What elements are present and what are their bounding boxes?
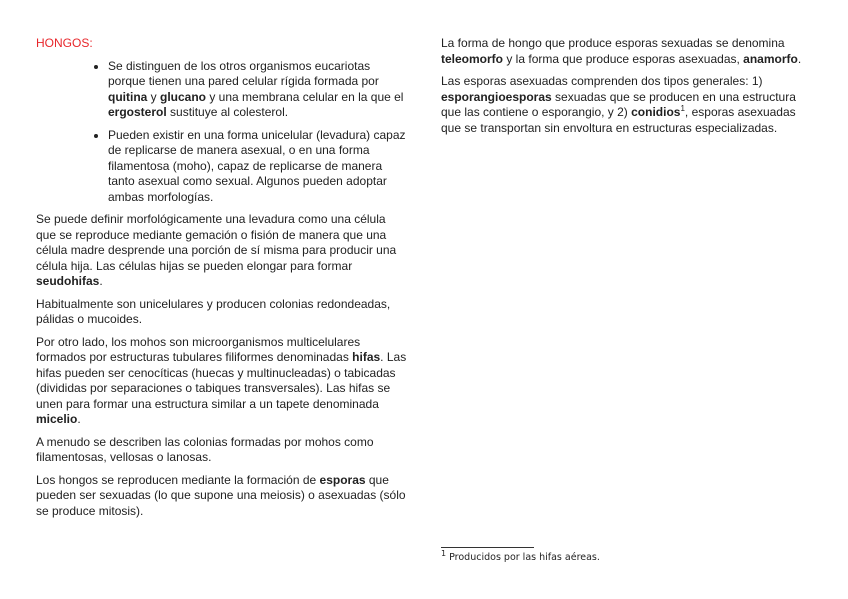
keyword-esporangioesporas: esporangioesporas xyxy=(441,89,552,104)
keyword-ergosterol: ergosterol xyxy=(108,105,167,119)
keyword-teleomorfo: teleomorfo xyxy=(441,51,504,66)
text: La forma de hongo que produce esporas sexuadas se denomina xyxy=(441,36,785,50)
footnote-text: Producidos por las hifas aéreas. xyxy=(446,552,600,563)
text: Los hongos se reproducen mediante la formación de xyxy=(36,472,320,487)
text: sexuadas que se producen en una estructura que las contiene o esporangio, y 2) xyxy=(441,89,796,119)
footnote xyxy=(441,548,821,564)
text: sustituye al colesterol. xyxy=(166,105,289,119)
paragraph-reproduccion xyxy=(36,473,408,520)
keyword-esporas: esporas xyxy=(319,472,366,487)
paragraph-esporas-asexuadas xyxy=(441,74,817,136)
text: Se puede definir morfológicamente una levadura como una célula que se reproduce mediante gemación o fisión de manera que una célula madre desprende una porción de sí misma para producir una célula hija. Las células hijas se pueden elongar para formar xyxy=(36,212,397,273)
text: Por otro lado, los mohos son microorganismos multicelulares formados por estructuras tubulares filiformes denominadas xyxy=(36,334,361,364)
text: . xyxy=(77,412,81,426)
paragraph-colonias xyxy=(36,297,408,328)
footnote-separator xyxy=(441,547,534,548)
text: y una membrana celular en la que el xyxy=(206,89,404,104)
text: . xyxy=(99,274,103,288)
text: Pueden existir en una forma unicelular (levadura) capaz de replicarse de manera asexual, o en una forma filamentosa (moho), capaz de replicarse de manera tanto asexual como sexual. Algunos pueden adoptar ambas morfologías. xyxy=(108,127,406,204)
keyword-glucano: glucano xyxy=(160,89,207,104)
right-column xyxy=(441,36,817,143)
text: Se distinguen de los otros organismos eucariotas porque tienen una pared celular rígida formada por xyxy=(108,58,379,88)
bullet-item-cell-wall xyxy=(108,59,408,121)
keyword-seudohifas: seudohifas xyxy=(36,274,100,288)
section-heading: HONGOS: xyxy=(36,36,93,50)
text: . xyxy=(797,51,802,66)
footnote-marker: 1 xyxy=(441,548,447,558)
paragraph-colonias-mohos xyxy=(36,435,408,466)
paragraph-formas xyxy=(441,36,817,67)
footnote-reference[interactable]: 1 xyxy=(680,104,685,113)
bullet-item-forms xyxy=(108,128,408,206)
keyword-micelio: micelio xyxy=(36,412,78,426)
keyword-quitina: quitina xyxy=(108,89,148,104)
left-column xyxy=(36,36,408,526)
keyword-anamorfo: anamorfo xyxy=(743,51,798,66)
text: que pueden ser sexuadas (lo que supone una meiosis) o asexuadas (sólo se produce mitosis). xyxy=(36,472,406,518)
text: Habitualmente son unicelulares y producen colonias redondeadas, pálidas o mucoides. xyxy=(36,296,391,326)
text: , esporas asexuadas que se transportan sin envoltura en estructuras especializadas. xyxy=(441,105,796,135)
paragraph-mohos xyxy=(36,335,408,428)
paragraph-levadura xyxy=(36,212,408,290)
text: . Las hifas pueden ser cenocíticas (huecas y multinucleadas) o tabicadas (divididas por separaciones o tabiques transversales). Las hifas se unen para formar una estructura similar a un tapete denominada xyxy=(36,350,407,411)
text: y xyxy=(147,89,160,104)
bullet-list xyxy=(36,59,408,206)
text: A menudo se describen las colonias formadas por mohos como filamentosas, vellosas o lanosas. xyxy=(36,434,374,464)
keyword-hifas: hifas xyxy=(352,350,381,364)
text: Las esporas asexuadas comprenden dos tipos generales: 1) xyxy=(441,74,763,88)
keyword-conidios: conidios xyxy=(631,105,681,119)
text: y la forma que produce esporas asexuadas, xyxy=(503,51,744,66)
